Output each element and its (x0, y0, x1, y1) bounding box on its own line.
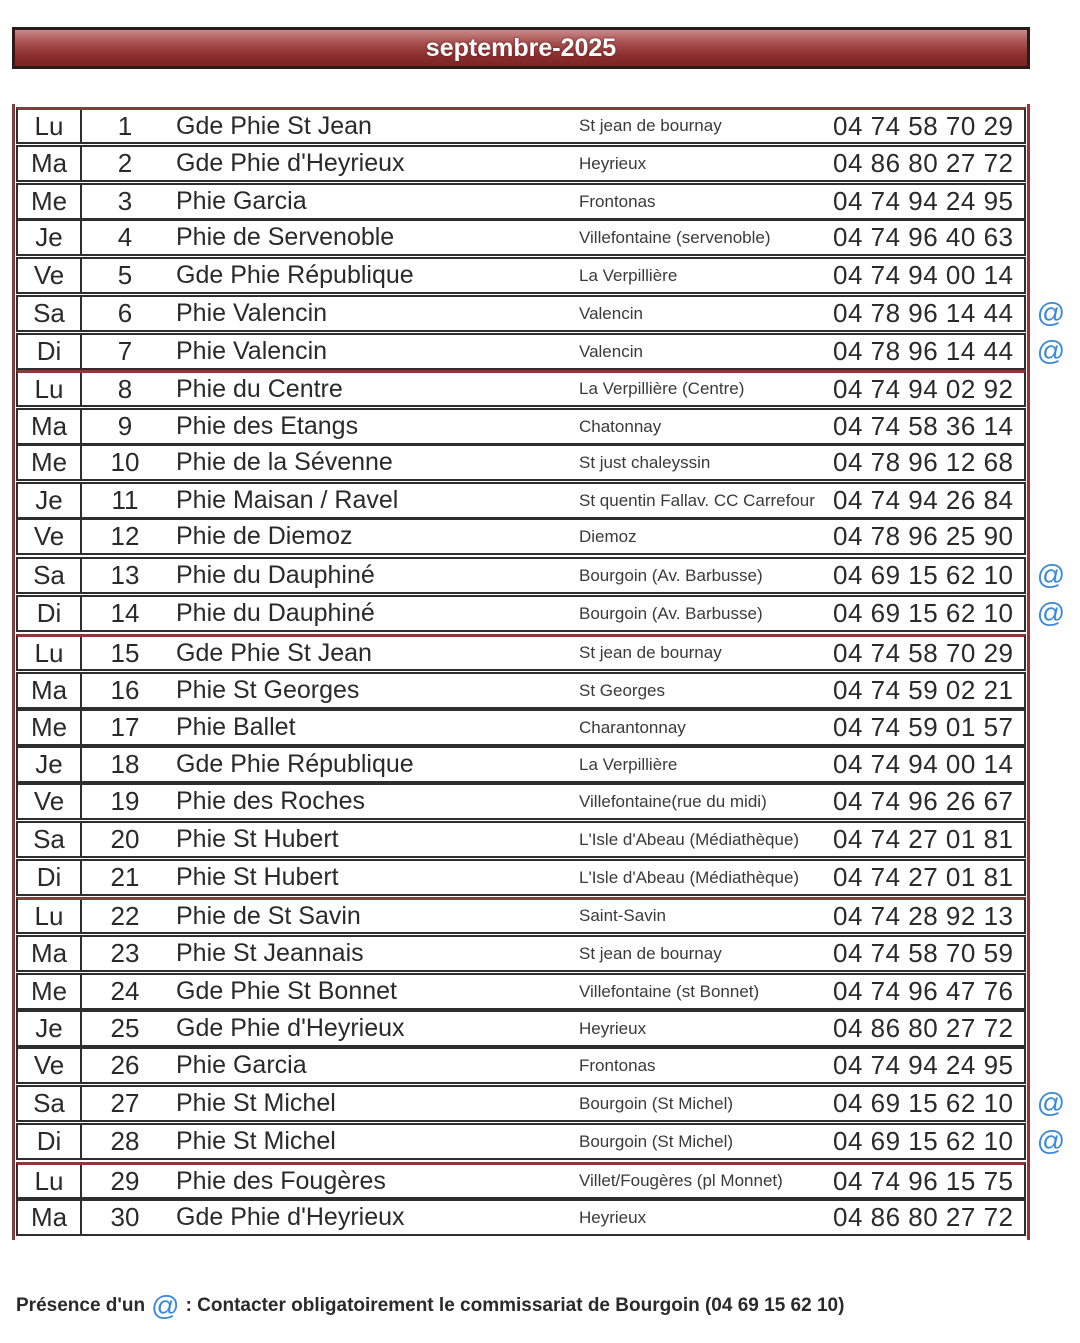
table-row (16, 1085, 1026, 1122)
date-number: 24 (110, 976, 140, 1006)
table-row (16, 145, 1026, 182)
phone-number: 04 69 15 62 10 (833, 1126, 1014, 1156)
table-row (16, 672, 1026, 709)
pharmacy-name: Phie de Diemoz (176, 522, 353, 550)
pharmacy-name: Phie des Fougères (176, 1166, 386, 1195)
table-row (16, 595, 1026, 632)
footer-suffix: : Contacter obligatoirement le commissariat de Bourgoin (04 69 15 62 10) (185, 1295, 845, 1316)
pharmacy-city: Heyrieux (579, 1207, 647, 1227)
pharmacy-name: Phie de Servenoble (176, 223, 395, 251)
pharmacy-city: Frontonas (579, 1055, 656, 1075)
table-row (16, 935, 1026, 972)
table-row (16, 746, 1026, 783)
pharmacy-city: St jean de bournay (579, 643, 722, 662)
phone-number: 04 74 94 00 14 (833, 260, 1014, 290)
phone-number: 04 74 96 40 63 (833, 222, 1014, 252)
at-icon: @ (1036, 1125, 1066, 1156)
pharmacy-name: Phie des Etangs (176, 412, 359, 440)
day-cell: Ma (18, 674, 82, 707)
day-cell: Ve (18, 1049, 82, 1082)
date-number: 19 (110, 786, 140, 816)
pharmacy-name: Gde Phie République (176, 750, 414, 778)
day-cell: Lu (18, 1165, 82, 1197)
at-icon: @ (1036, 597, 1066, 628)
phone-number: 04 74 27 01 81 (833, 824, 1014, 854)
phone-number: 04 74 96 15 75 (833, 1165, 1014, 1196)
pharmacy-city: Chatonnay (579, 416, 662, 436)
date-number: 8 (117, 373, 133, 404)
footer-prefix: Présence d'un (16, 1295, 146, 1316)
date-number: 12 (110, 521, 140, 551)
pharmacy-name: Phie St Jeannais (176, 939, 364, 967)
day-cell: Lu (18, 373, 82, 405)
day-cell: Ma (18, 410, 82, 443)
table-row (16, 634, 1026, 671)
table-row (16, 219, 1026, 256)
pharmacy-city: Bourgoin (St Michel) (579, 1131, 734, 1151)
phone-number: 04 74 58 36 14 (833, 411, 1014, 441)
pharmacy-city: Villefontaine (st Bonnet) (579, 981, 760, 1001)
day-cell: Ma (18, 937, 82, 970)
table-row (16, 859, 1026, 896)
day-cell: Sa (18, 559, 82, 592)
day-cell: Ve (18, 785, 82, 818)
day-cell: Lu (18, 637, 82, 669)
pharmacy-name: Phie du Centre (176, 374, 343, 403)
pharmacy-name: Phie de St Savin (176, 901, 361, 930)
table-row (16, 1047, 1026, 1084)
day-cell: Ve (18, 259, 82, 292)
table-row (16, 370, 1026, 407)
pharmacy-name: Gde Phie République (176, 261, 414, 289)
phone-number: 04 74 58 70 59 (833, 938, 1014, 968)
phone-number: 04 74 96 47 76 (833, 976, 1014, 1006)
day-cell: Sa (18, 1087, 82, 1120)
pharmacy-name: Phie St Georges (176, 676, 360, 704)
phone-number: 04 74 59 01 57 (833, 712, 1014, 742)
phone-number: 04 74 27 01 81 (833, 862, 1014, 892)
pharmacy-city: St Georges (579, 680, 665, 700)
date-number: 25 (110, 1013, 140, 1043)
date-number: 29 (110, 1165, 140, 1196)
phone-number: 04 74 58 70 29 (833, 637, 1014, 668)
pharmacy-name: Phie du Dauphiné (176, 561, 375, 589)
date-number: 7 (117, 336, 133, 366)
date-number: 4 (117, 222, 133, 252)
pharmacy-name: Phie de la Sévenne (176, 448, 393, 476)
table-row (16, 257, 1026, 294)
table-row (16, 973, 1026, 1010)
day-cell: Sa (18, 823, 82, 856)
date-number: 15 (110, 637, 140, 668)
table-row (16, 333, 1026, 370)
at-icon: @ (1036, 335, 1066, 366)
phone-number: 04 74 94 02 92 (833, 373, 1014, 404)
day-cell: Je (18, 221, 82, 254)
at-icon: @ (151, 1290, 180, 1321)
date-number: 11 (111, 485, 139, 515)
date-number: 3 (117, 186, 133, 216)
pharmacy-city: Villefontaine(rue du midi) (579, 791, 767, 811)
pharmacy-name: Phie Ballet (176, 713, 296, 741)
at-icon: @ (1036, 1087, 1066, 1118)
title-bar (12, 27, 1030, 69)
table-row (16, 821, 1026, 858)
phone-number: 04 74 96 26 67 (833, 786, 1014, 816)
day-cell: Je (18, 484, 82, 517)
pharmacy-name: Phie Garcia (176, 187, 307, 215)
pharmacy-city: Valencin (579, 303, 643, 323)
day-cell: Me (18, 711, 82, 744)
phone-number: 04 78 96 25 90 (833, 521, 1014, 551)
pharmacy-name: Gde Phie St Jean (176, 638, 372, 667)
pharmacy-city: St quentin Fallav. CC Carrefour (579, 490, 815, 510)
pharmacy-city: Heyrieux (579, 153, 647, 173)
day-cell: Me (18, 975, 82, 1008)
day-cell: Di (18, 335, 82, 368)
pharmacy-name: Gde Phie d'Heyrieux (176, 1014, 405, 1042)
pharmacy-city: La Verpillière (579, 265, 678, 285)
phone-number: 04 74 58 70 29 (833, 110, 1014, 141)
table-row (16, 709, 1026, 746)
date-number: 27 (110, 1088, 140, 1118)
phone-number: 04 78 96 12 68 (833, 447, 1014, 477)
date-number: 22 (110, 900, 140, 931)
pharmacy-name: Gde Phie d'Heyrieux (176, 149, 405, 177)
table-row (16, 518, 1026, 555)
pharmacy-city: Villet/Fougères (pl Monnet) (579, 1171, 783, 1190)
day-cell: Sa (18, 297, 82, 330)
table-row (16, 1123, 1026, 1160)
pharmacy-city: St jean de bournay (579, 943, 722, 963)
pharmacy-name: Gde Phie St Bonnet (176, 977, 397, 1005)
pharmacy-city: L'Isle d'Abeau (Médiathèque) (579, 867, 800, 887)
day-cell: Di (18, 597, 82, 630)
pharmacy-name: Phie du Dauphiné (176, 599, 375, 627)
pharmacy-city: Bourgoin (St Michel) (579, 1093, 734, 1113)
date-number: 16 (110, 675, 140, 705)
pharmacy-city: Bourgoin (Av. Barbusse) (579, 565, 763, 585)
table-row (16, 295, 1026, 332)
pharmacy-city: Charantonnay (579, 717, 686, 737)
table-row (16, 482, 1026, 519)
day-cell: Ma (18, 147, 82, 180)
pharmacy-name: Phie St Michel (176, 1127, 336, 1155)
day-cell: Ve (18, 520, 82, 553)
phone-number: 04 86 80 27 72 (833, 1013, 1014, 1043)
day-cell: Ma (18, 1201, 82, 1234)
pharmacy-city: Bourgoin (Av. Barbusse) (579, 603, 763, 623)
day-cell: Me (18, 185, 82, 218)
date-number: 17 (110, 712, 140, 742)
phone-number: 04 78 96 14 44 (833, 336, 1014, 366)
pharmacy-city: La Verpillière (Centre) (579, 379, 745, 398)
pharmacy-city: Villefontaine (servenoble) (579, 227, 771, 247)
date-number: 5 (117, 260, 133, 290)
page-title: septembre-2025 (425, 34, 617, 62)
table-row (16, 783, 1026, 820)
at-icon: @ (1036, 559, 1066, 590)
pharmacy-city: St jean de bournay (579, 116, 722, 135)
table-row (16, 1162, 1026, 1199)
table-row (16, 444, 1026, 481)
date-number: 30 (110, 1202, 140, 1232)
phone-number: 04 69 15 62 10 (833, 1088, 1014, 1118)
pharmacy-city: L'Isle d'Abeau (Médiathèque) (579, 829, 800, 849)
table-row (16, 897, 1026, 934)
date-number: 6 (117, 298, 133, 328)
pharmacy-name: Phie St Michel (176, 1089, 336, 1117)
pharmacy-name: Phie des Roches (176, 787, 366, 815)
phone-number: 04 78 96 14 44 (833, 298, 1014, 328)
date-number: 21 (110, 862, 140, 892)
pharmacy-name: Phie Maisan / Ravel (176, 486, 399, 514)
pharmacy-name: Phie Garcia (176, 1051, 307, 1079)
pharmacy-city: Frontonas (579, 191, 656, 211)
table-row (16, 183, 1026, 220)
table-row (16, 1010, 1026, 1047)
date-number: 28 (110, 1126, 140, 1156)
pharmacy-city: Saint-Savin (579, 906, 666, 925)
day-cell: Di (18, 1125, 82, 1158)
phone-number: 04 74 94 24 95 (833, 1050, 1014, 1080)
day-cell: Je (18, 1012, 82, 1045)
pharmacy-name: Phie Valencin (176, 337, 328, 365)
pharmacy-city: La Verpillière (579, 754, 678, 774)
phone-number: 04 74 94 00 14 (833, 749, 1014, 779)
pharmacy-name: Phie Valencin (176, 299, 328, 327)
phone-number: 04 86 80 27 72 (833, 148, 1014, 178)
pharmacy-name: Phie St Hubert (176, 825, 339, 853)
day-cell: Je (18, 748, 82, 781)
pharmacy-name: Gde Phie d'Heyrieux (176, 1203, 405, 1231)
phone-number: 04 74 59 02 21 (833, 675, 1014, 705)
table-row (16, 408, 1026, 445)
footer-note (16, 1290, 1066, 1322)
date-number: 13 (110, 560, 140, 590)
table-row (16, 1199, 1026, 1236)
date-number: 9 (117, 411, 133, 441)
date-number: 23 (110, 938, 140, 968)
at-icon: @ (1036, 297, 1066, 328)
date-number: 20 (110, 824, 140, 854)
day-cell: Di (18, 861, 82, 894)
phone-number: 04 74 94 24 95 (833, 186, 1014, 216)
pharmacy-name: Phie St Hubert (176, 863, 339, 891)
pharmacy-city: St just chaleyssin (579, 452, 711, 472)
pharmacy-name: Gde Phie St Jean (176, 111, 372, 140)
date-number: 26 (110, 1050, 140, 1080)
table-row (16, 557, 1026, 594)
date-number: 18 (110, 749, 140, 779)
day-cell: Lu (18, 900, 82, 932)
pharmacy-city: Diemoz (579, 526, 637, 546)
date-number: 2 (117, 148, 133, 178)
phone-number: 04 69 15 62 10 (833, 598, 1014, 628)
phone-number: 04 86 80 27 72 (833, 1202, 1014, 1232)
date-number: 1 (117, 110, 133, 141)
table-row (16, 107, 1026, 144)
day-cell: Lu (18, 110, 82, 142)
pharmacy-city: Heyrieux (579, 1018, 647, 1038)
phone-number: 04 74 28 92 13 (833, 900, 1014, 931)
date-number: 14 (110, 598, 140, 628)
phone-number: 04 69 15 62 10 (833, 560, 1014, 590)
phone-number: 04 74 94 26 84 (833, 485, 1014, 515)
pharmacy-city: Valencin (579, 341, 643, 361)
date-number: 10 (110, 447, 140, 477)
day-cell: Me (18, 446, 82, 479)
